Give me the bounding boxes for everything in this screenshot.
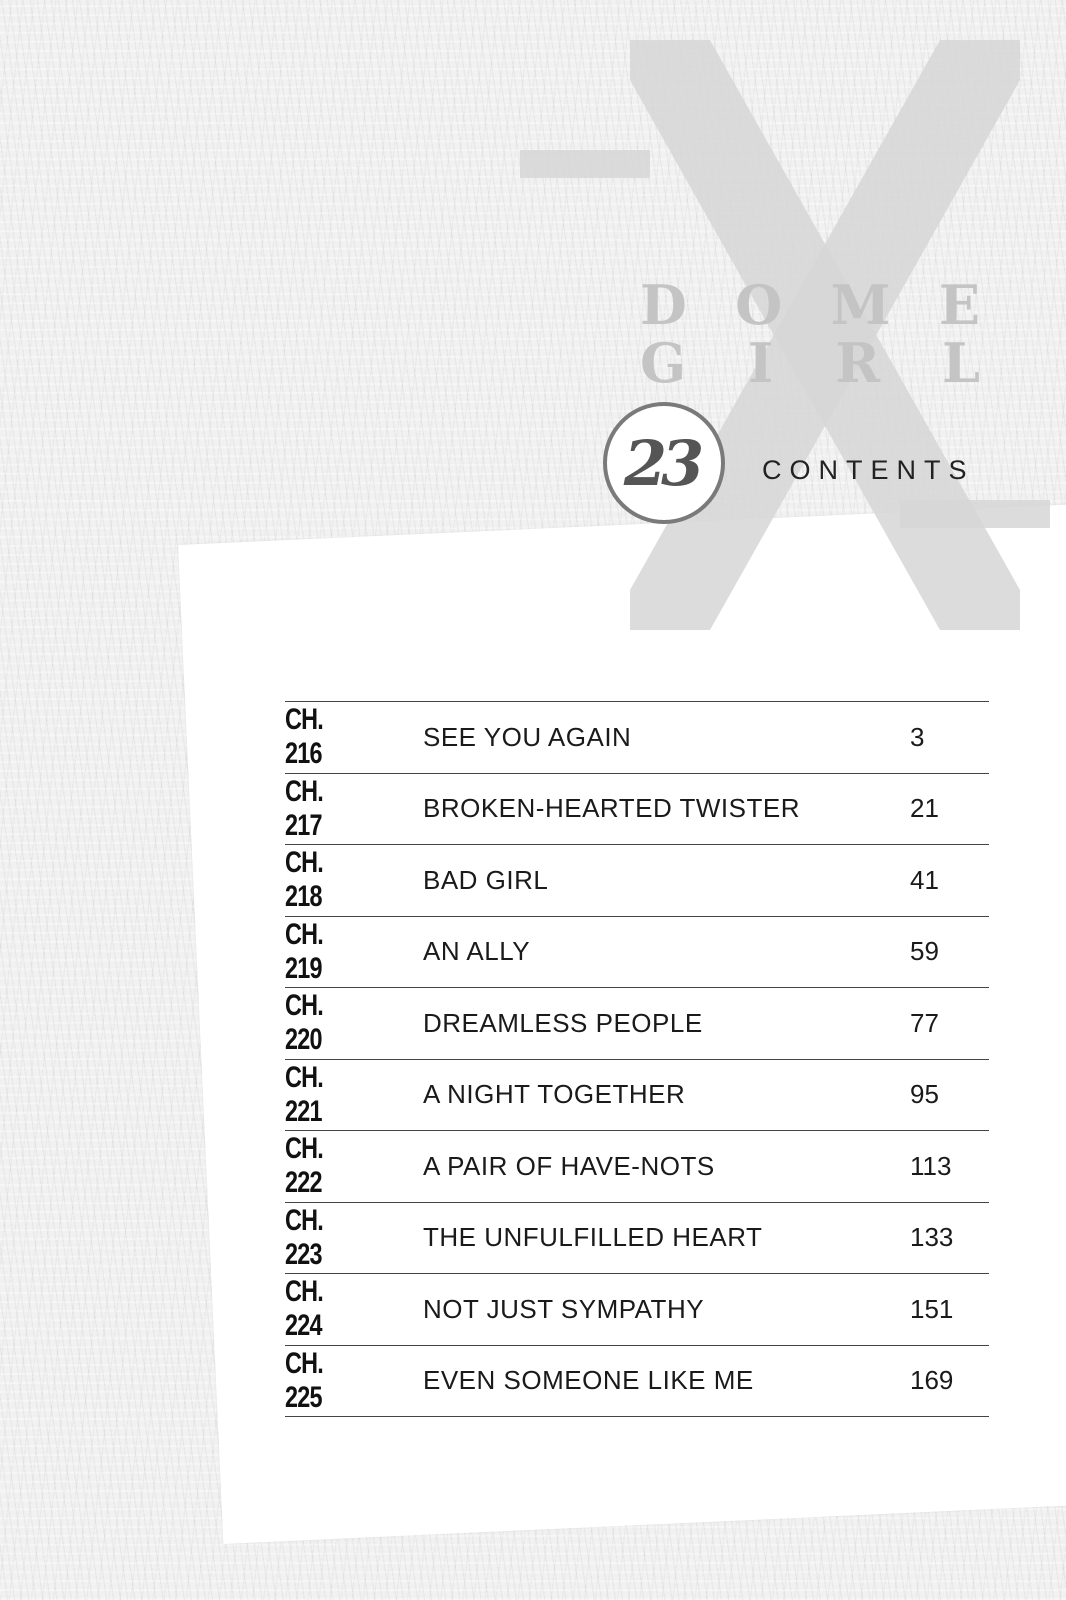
title-letter: I — [748, 331, 774, 395]
toc-row — [285, 1274, 989, 1346]
toc-row — [285, 1203, 989, 1275]
title-letter: M — [830, 273, 891, 337]
chapter-number: CH. 216 — [285, 703, 323, 771]
chapter-number: CH. 223 — [285, 1203, 323, 1271]
chapter-title: BROKEN-HEARTED TWISTER — [423, 793, 800, 824]
contents-heading: CONTENTS — [762, 455, 975, 485]
chapter-number: CH. 219 — [285, 917, 323, 985]
toc-row — [285, 1131, 989, 1203]
chapter-title: SEE YOU AGAIN — [423, 721, 632, 752]
title-letter: E — [938, 273, 980, 337]
chapter-number: CH. 217 — [285, 774, 323, 842]
chapter-title: DREAMLESS PEOPLE — [423, 1007, 703, 1038]
chapter-page: 77 — [910, 1007, 939, 1038]
chapter-title: A NIGHT TOGETHER — [423, 1079, 686, 1110]
chapter-number: CH. 225 — [285, 1346, 323, 1414]
volume-number: 23 — [623, 426, 699, 500]
title-girl — [640, 331, 980, 395]
title-letter: D — [640, 273, 687, 337]
chapter-page: 41 — [910, 864, 939, 895]
toc-row — [285, 1346, 989, 1418]
chapter-page: 133 — [910, 1222, 954, 1253]
chapter-title: AN ALLY — [423, 936, 531, 967]
chapter-number: CH. 221 — [285, 1060, 323, 1128]
title-dome — [640, 273, 980, 337]
chapter-title: NOT JUST SYMPATHY — [423, 1293, 705, 1324]
chapter-title: BAD GIRL — [423, 864, 549, 895]
chapter-page: 59 — [910, 936, 939, 967]
chapter-title: A PAIR OF HAVE-NOTS — [423, 1150, 715, 1181]
chapter-page: 151 — [910, 1293, 954, 1324]
title-letter: L — [942, 331, 980, 395]
toc-row — [285, 774, 989, 846]
chapter-number: CH. 220 — [285, 989, 323, 1057]
toc-row — [285, 917, 989, 989]
chapter-page: 3 — [910, 721, 925, 752]
chapter-page: 169 — [910, 1365, 954, 1396]
chapter-number: CH. 222 — [285, 1132, 323, 1200]
title-letter: G — [640, 331, 687, 395]
chapter-number: CH. 224 — [285, 1275, 323, 1343]
toc-row — [285, 988, 989, 1060]
chapter-page: 113 — [910, 1150, 952, 1181]
chapter-title: THE UNFULFILLED HEART — [423, 1222, 763, 1253]
toc-row — [285, 1060, 989, 1132]
title-letter: O — [735, 273, 783, 337]
volume-badge — [603, 402, 725, 524]
table-of-contents — [285, 701, 989, 1417]
toc-row — [285, 845, 989, 917]
chapter-page: 95 — [910, 1079, 939, 1110]
title-letter: R — [835, 331, 881, 395]
chapter-number: CH. 218 — [285, 846, 323, 914]
chapter-page: 21 — [910, 793, 939, 824]
chapter-title: EVEN SOMEONE LIKE ME — [423, 1365, 754, 1396]
toc-row — [285, 702, 989, 774]
